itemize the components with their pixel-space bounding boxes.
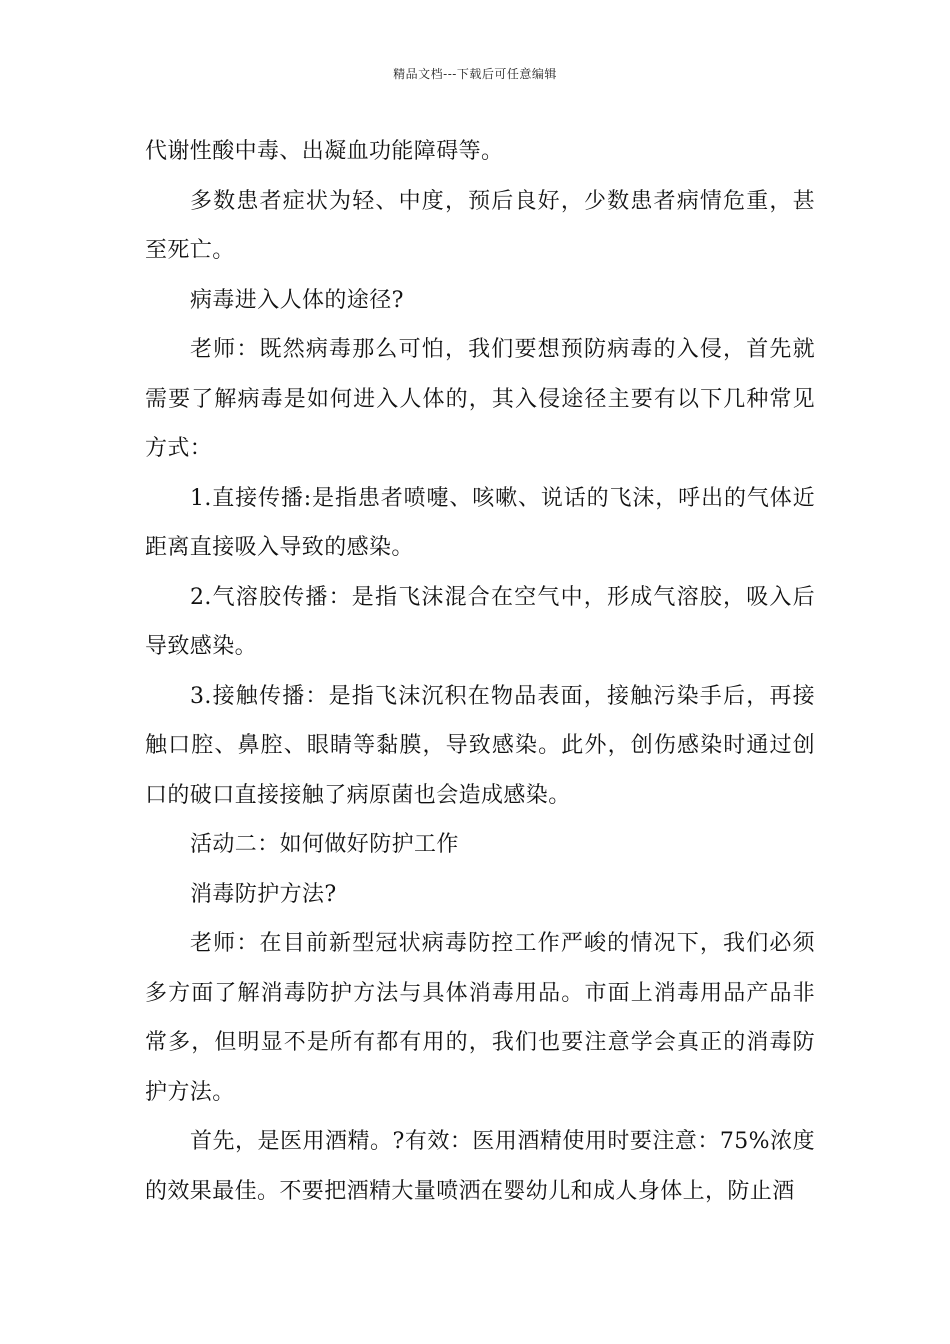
paragraph-activity-two: 活动二：如何做好防护工作 (190, 832, 459, 857)
paragraph-infection-route-question: 病毒进入人体的途径? (190, 287, 404, 313)
paragraph-direct-transmission: 1.直接传播:是指患者喷嚏、咳嗽、说话的飞沫，呼出的气体近距离直接吸入导致的感染。 (145, 485, 815, 560)
paragraph-aerosol-transmission: 2.气溶胶传播：是指飞沫混合在空气中，形成气溶胶，吸入后导致感染。 (145, 584, 815, 659)
paragraph-teacher-disinfection: 老师：在目前新型冠状病毒防控工作严峻的情况下，我们必须多方面了解消毒防护方法与具体消毒用品。市面上消毒用品产品非常多，但明显不是所有都有用的，我们也要注意学会真正的消毒防护方法。 (145, 931, 815, 1105)
paragraph-metabolic-acidosis: 代谢性酸中毒、出凝血功能障碍等。 (145, 139, 504, 164)
page-header: 精品文档---下载后可任意编辑 (393, 67, 557, 81)
paragraph-teacher-routes: 老师：既然病毒那么可怕，我们要想预防病毒的入侵，首先就需要了解病毒是如何进入人体的，其入侵途径主要有以下几种常见方式： (145, 337, 815, 461)
paragraph-medical-alcohol: 首先，是医用酒精。?有效：医用酒精使用时要注意：75%浓度的效果最佳。不要把酒精大量喷洒在婴幼儿和成人身体上，防止酒 (145, 1129, 815, 1204)
paragraph-prognosis: 多数患者症状为轻、中度，预后良好，少数患者病情危重，甚至死亡。 (145, 188, 815, 263)
paragraph-disinfection-question: 消毒防护方法? (190, 881, 337, 907)
paragraph-contact-transmission: 3.接触传播：是指飞沫沉积在物品表面，接触污染手后，再接触口腔、鼻腔、眼睛等黏膜，导致感染。此外，创伤感染时通过创口的破口直接接触了病原菌也会造成感染。 (145, 683, 815, 808)
document-body (145, 127, 815, 1216)
